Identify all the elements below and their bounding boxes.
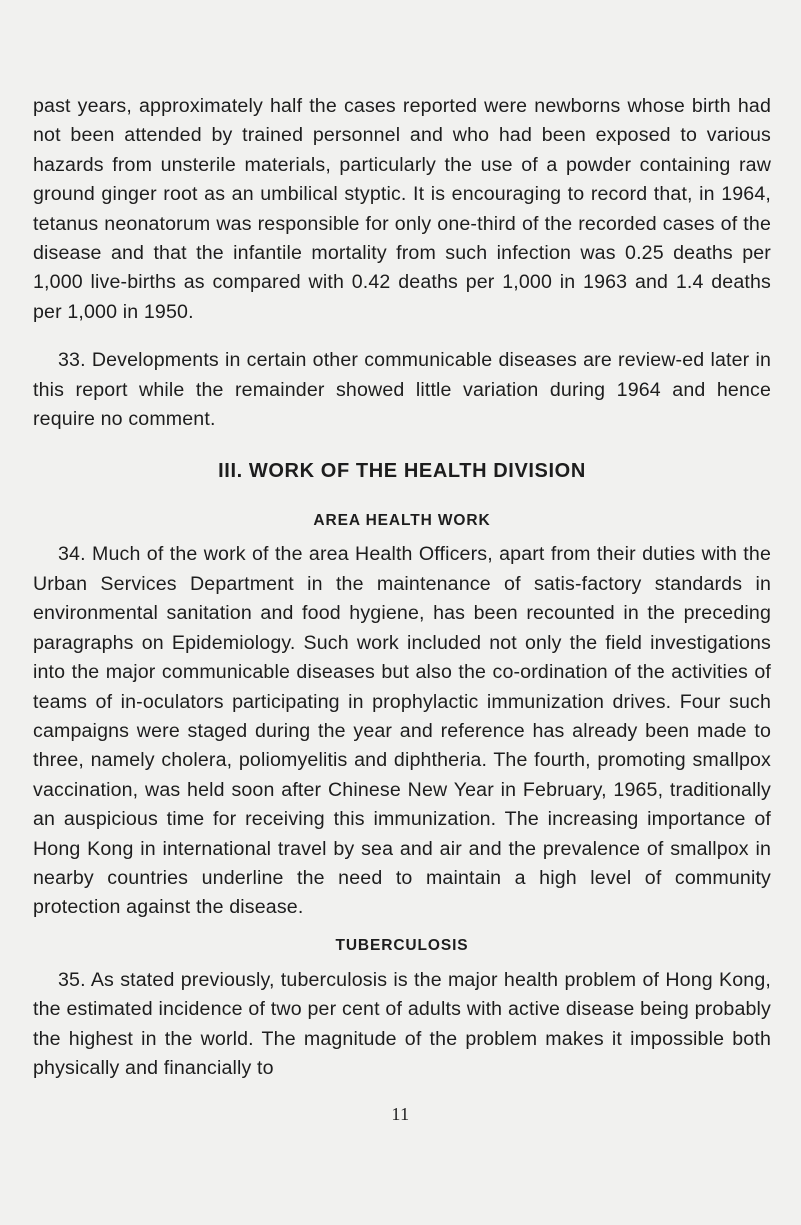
paragraph-35: 35. As stated previously, tuberculosis is the major health problem of Hong Kong, the estimated incidence of two per cent of adults with active disease being probably the highest in the world. The magnitude of the problem makes it impossible both physically and financially to xyxy=(33,968,771,1079)
subheading-tuberculosis: TUBERCULOSIS xyxy=(335,936,469,954)
page-number: 11 xyxy=(391,1104,410,1124)
subheading-area-health-work: AREA HEALTH WORK xyxy=(313,512,491,530)
paragraph-34: 34. Much of the work of the area Health Officers, apart from their duties with the Urban Services Department in the maintenance of satis-factory standards in environmental sanitation and food hygiene, has been recounted in the preceding paragraphs on Epidemiology. Such work included not only the field investigations into the major communicable diseases but also the co-ordination of the activities of teams of in-oculators participating in prophylactic immunization drives. Four such campaigns were staged during the year and reference has already been made to three, namely cholera, poliomyelitis and diphtheria. The fourth, promoting smallpox vaccination, was held soon after Chinese New Year in February, 1965, traditionally an auspicious time for receiving this immunization. The increasing importance of Hong Kong in international travel by sea and air and the prevalence of smallpox in nearby countries underline the need to maintain a high level of community protection against the disease. xyxy=(33,543,771,919)
paragraph-32-continued: past years, approximately half the cases reported were newborns whose birth had not been attended by trained personnel and who had been exposed to various hazards from unsterile materials, particularly the use of a powder containing raw ground ginger root as an umbilical styptic. It is encouraging to record that, in 1964, tetanus neonatorum was responsible for only one-third of the recorded cases of the disease and that the infantile mortality from such infection was 0.25 deaths per 1,000 live-births as compared with 0.42 deaths per 1,000 in 1963 and 1.4 deaths per 1,000 in 1950. xyxy=(33,95,771,323)
document-body xyxy=(33,92,771,1083)
section-heading: III. WORK OF THE HEALTH DIVISION xyxy=(218,460,586,483)
paragraph-33: 33. Developments in certain other communicable diseases are review-ed later in this report while the remainder showed little variation during 1964 and hence require no comment. xyxy=(33,349,771,431)
